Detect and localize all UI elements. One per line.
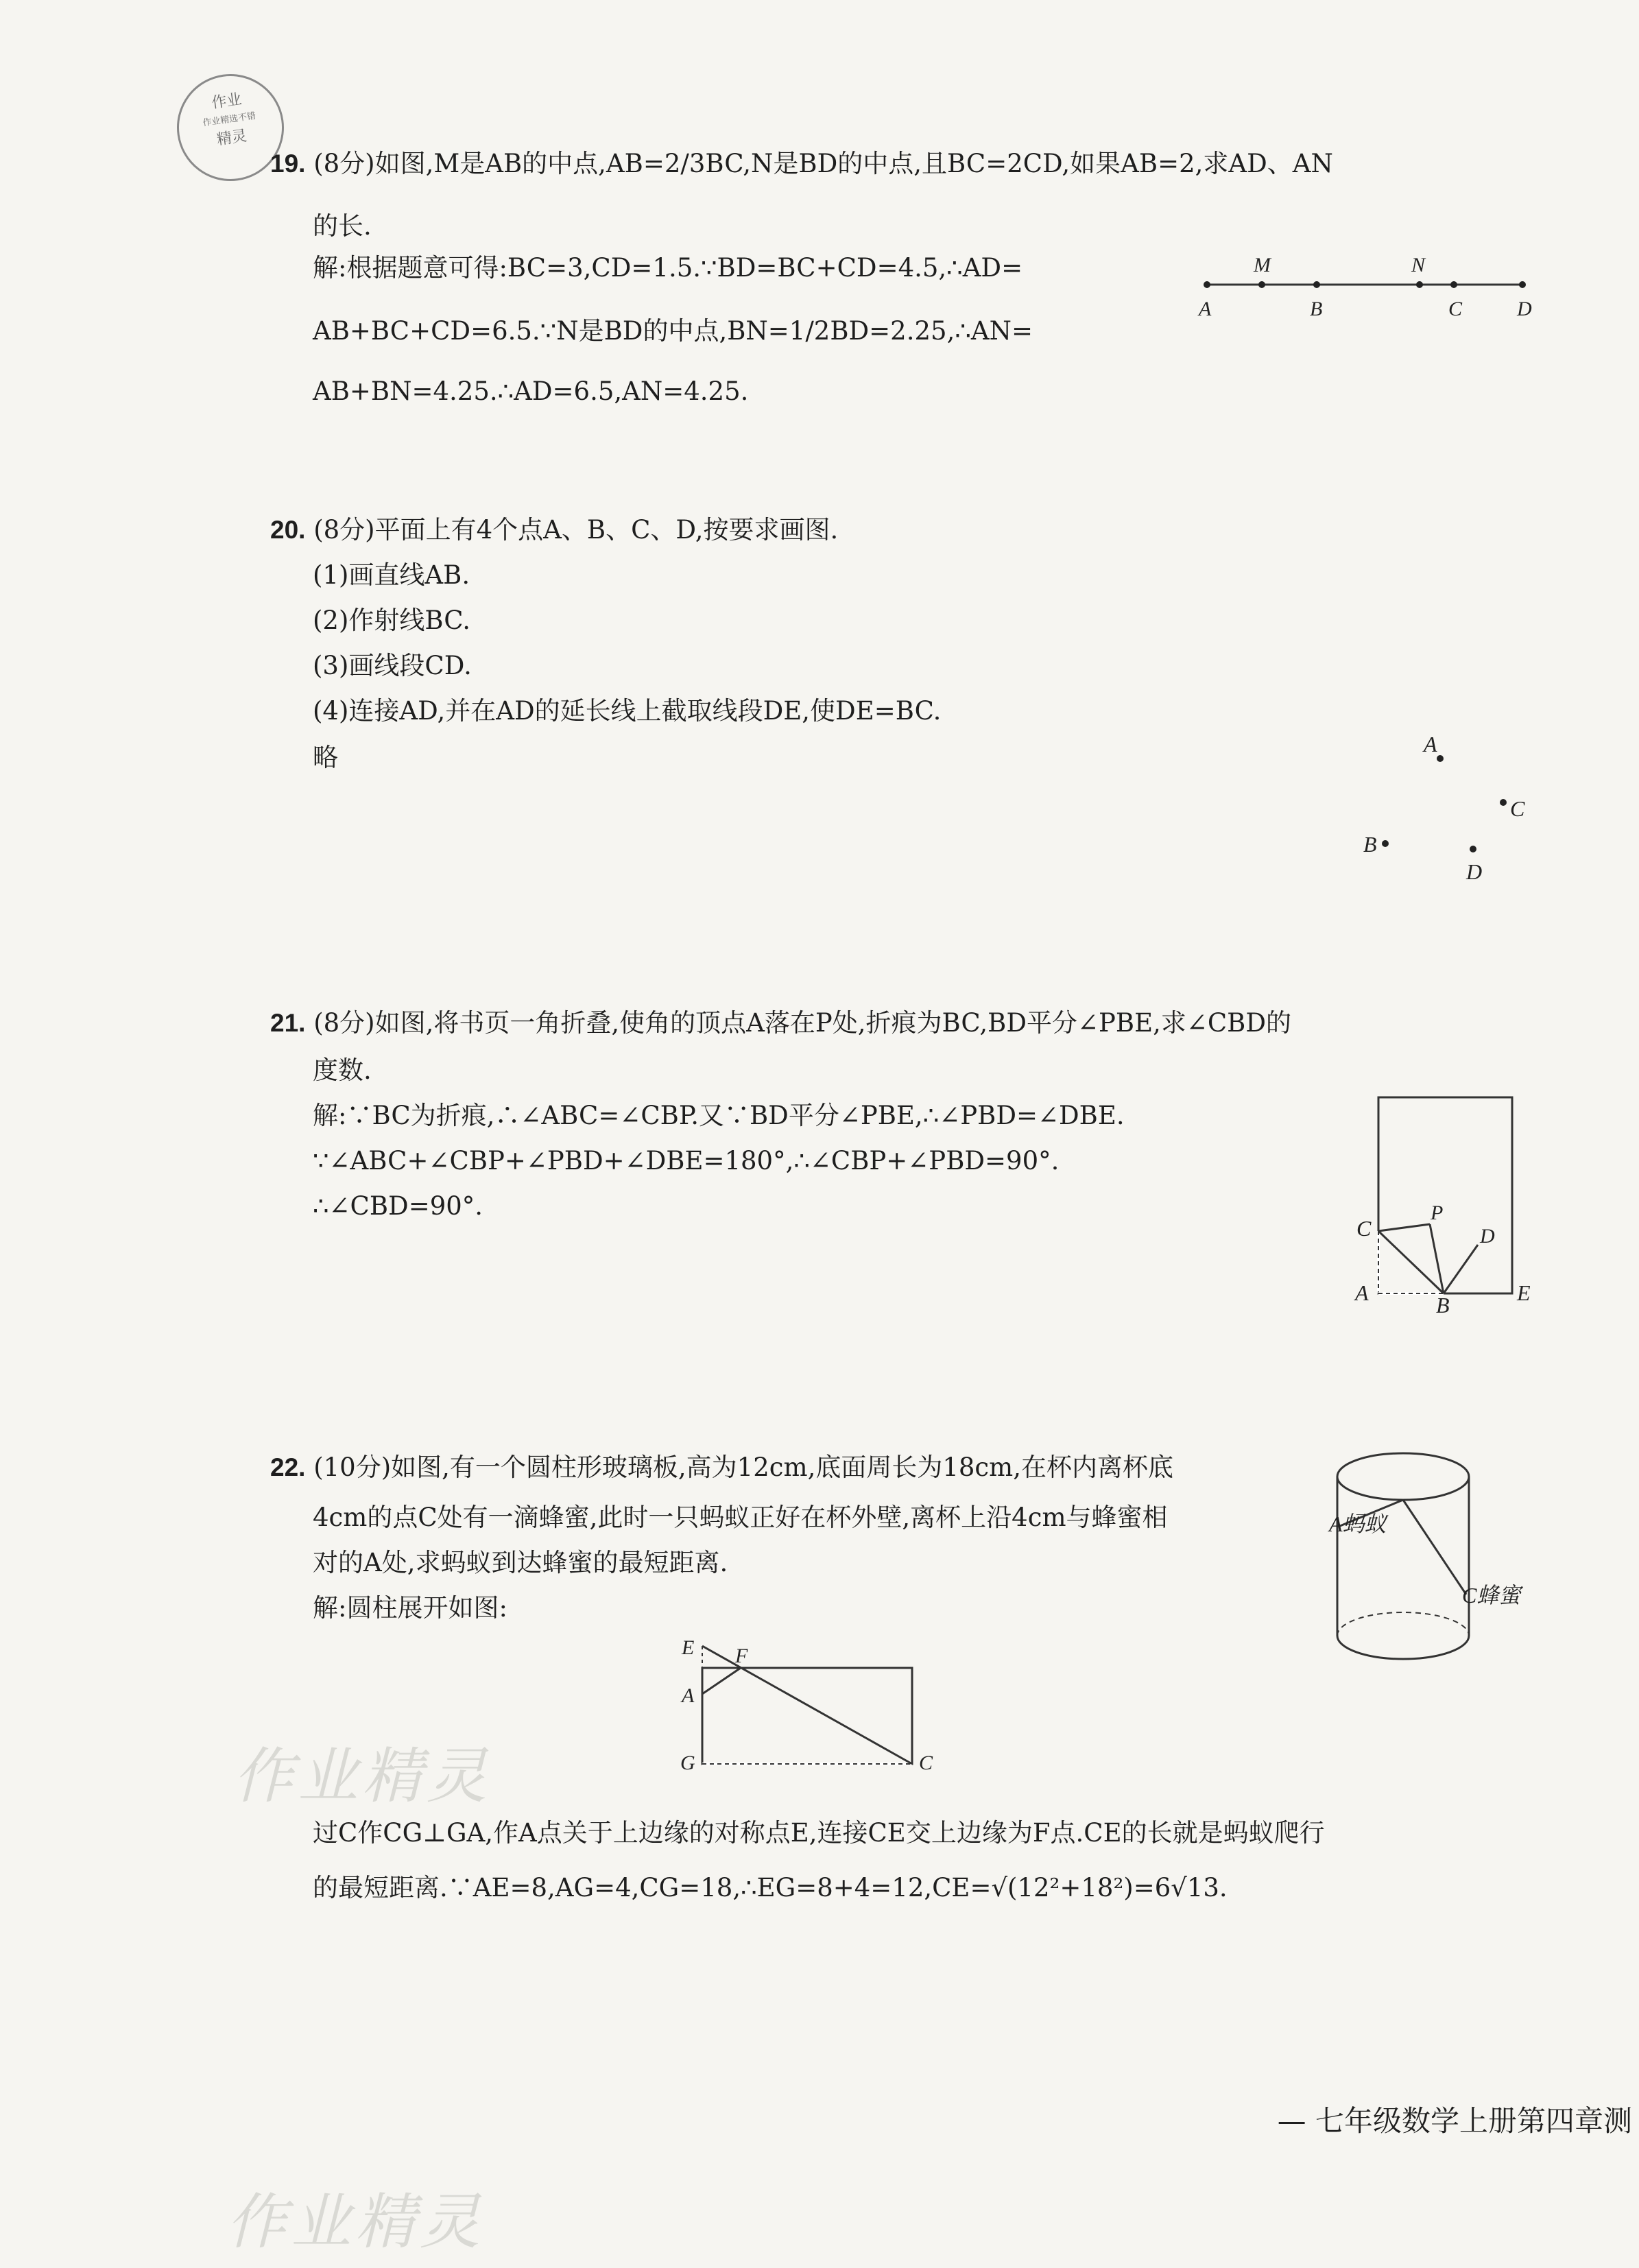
q20-text: (8分)平面上有4个点A、B、C、D,按要求画图. — [313, 515, 839, 545]
q21-text: (8分)如图,将书页一角折叠,使角的顶点A落在P处,折痕为BC,BD平分∠PBE,求∠CBD的 — [313, 1008, 1292, 1038]
point-a — [1437, 755, 1444, 762]
q21-solution-3: ∴∠CBD=90°. — [313, 1191, 483, 1221]
q20-number: 20. — [270, 516, 306, 544]
q19-stem — [270, 147, 1333, 181]
label-d: D — [1466, 859, 1483, 884]
cylinder-top — [1337, 1453, 1469, 1500]
label-g: G — [680, 1752, 695, 1774]
segment-ec — [702, 1646, 912, 1764]
point-c — [1500, 799, 1507, 806]
q21-solution-2: ∵∠ABC+∠CBP+∠PBD+∠DBE=180°,∴∠CBP+∠PBD=90°. — [313, 1146, 1060, 1175]
q19-solution-2: AB+BC+CD=6.5.∵N是BD的中点,BN=1/2BD=2.25,∴AN= — [313, 316, 1033, 346]
q21-stem — [270, 1006, 1291, 1040]
q20-item-2: (2)作射线BC. — [313, 606, 471, 635]
q21-figure — [1344, 1090, 1543, 1317]
page-footer: — 七年级数学上册第四章测 — [1277, 2104, 1632, 2138]
q22-text-2: 4cm的点C处有一滴蜂蜜,此时一只蚂蚁正好在杯外壁,离杯上沿4cm与蜂蜜相 — [313, 1503, 1168, 1532]
q21-number: 21. — [270, 1009, 306, 1037]
q19-solution-3: AB+BN=4.25.∴AD=6.5,AN=4.25. — [313, 377, 749, 406]
segment-af — [702, 1668, 741, 1694]
label-m: M — [1254, 254, 1271, 276]
q21-solution-1: 解:∵BC为折痕,∴∠ABC=∠CBP.又∵BD平分∠PBE,∴∠PBD=∠DBE. — [313, 1101, 1125, 1130]
q22-cylinder-figure — [1317, 1437, 1543, 1684]
q20-stem — [270, 513, 838, 547]
label-c: C — [1448, 298, 1463, 320]
q22-stem — [270, 1451, 1173, 1485]
point-c — [1450, 281, 1457, 288]
point-d — [1470, 846, 1476, 852]
q19-figure — [1193, 247, 1536, 322]
q20-item-3: (3)画线段CD. — [313, 651, 472, 680]
q22-text-3: 对的A处,求蚂蚁到达蜂蜜的最短距离. — [313, 1548, 728, 1577]
q22-number: 22. — [270, 1453, 306, 1481]
segment-cp — [1378, 1224, 1430, 1231]
unrolled-rect — [702, 1668, 912, 1764]
q22-unrolled-figure — [672, 1632, 946, 1783]
label-a: A — [1355, 1280, 1369, 1305]
label-b: B — [1310, 298, 1323, 320]
label-f: F — [735, 1645, 748, 1667]
cylinder-bottom-back — [1337, 1612, 1469, 1636]
cylinder-bottom-front — [1337, 1636, 1469, 1659]
label-c: C — [1356, 1216, 1372, 1241]
watermark-2: 作业精灵 — [226, 2186, 485, 2257]
stamp-top: 作业 — [211, 91, 243, 112]
q20-item-1: (1)画直线AB. — [313, 560, 470, 590]
q20-answer: 略 — [313, 743, 338, 772]
label-b: B — [1436, 1293, 1450, 1317]
q19-number: 19. — [270, 150, 306, 178]
label-b: B — [1363, 832, 1377, 857]
label-d: D — [1480, 1225, 1495, 1248]
watermark-1: 作业精灵 — [233, 1741, 492, 1811]
segment-bd — [1444, 1245, 1478, 1293]
q20-item-4: (4)连接AD,并在AD的延长线上截取线段DE,使DE=BC. — [313, 696, 942, 726]
point-n — [1416, 281, 1423, 288]
point-m — [1258, 281, 1265, 288]
point-b — [1382, 840, 1389, 847]
point-b — [1313, 281, 1320, 288]
q19-text2: 的长. — [313, 211, 372, 241]
q19-text: (8分)如图,M是AB的中点,AB=2/3BC,N是BD的中点,且BC=2CD,如果AB=2,求AD、AN — [313, 149, 1333, 178]
q22-solution-2: 的最短距离.∵AE=8,AG=4,CG=18,∴EG=8+4=12,CE=√(12²+18²)=6√13. — [313, 1873, 1228, 1902]
label-a: A — [1199, 298, 1212, 320]
stamp-bottom: 精灵 — [215, 127, 248, 149]
label-c: C — [919, 1752, 933, 1774]
point-a — [1204, 281, 1210, 288]
stamp-middle: 作业精选不错 — [202, 111, 257, 129]
label-a: A — [682, 1684, 695, 1707]
label-a: A — [1424, 732, 1437, 756]
label-e: E — [1517, 1280, 1531, 1305]
q19-solution-1: 解:根据题意可得:BC=3,CD=1.5.∵BD=BC+CD=4.5,∴AD= — [313, 253, 1023, 283]
q22-text-1: (10分)如图,有一个圆柱形玻璃板,高为12cm,底面周长为18cm,在杯内离杯底 — [313, 1453, 1173, 1482]
q20-figure — [1344, 727, 1543, 898]
label-c-honey: C蜂蜜 — [1462, 1583, 1521, 1608]
label-n: N — [1411, 254, 1426, 276]
q21-text2: 度数. — [313, 1055, 372, 1085]
q22-solution-intro: 解:圆柱展开如图: — [313, 1593, 507, 1623]
q22-solution-1: 过C作CG⊥GA,作A点关于上边缘的对称点E,连接CE交上边缘为F点.CE的长就是蚂蚁爬行 — [313, 1818, 1325, 1848]
page-rect — [1378, 1097, 1512, 1293]
label-d: D — [1517, 298, 1532, 320]
label-e: E — [682, 1636, 695, 1659]
label-a-ant: A蚂蚁 — [1329, 1512, 1387, 1536]
point-d — [1519, 281, 1526, 288]
label-p: P — [1431, 1202, 1444, 1224]
label-c: C — [1510, 796, 1525, 821]
